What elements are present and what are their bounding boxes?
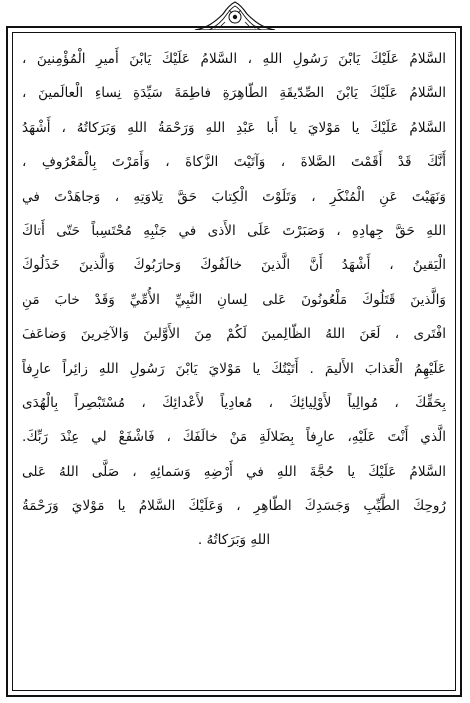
text-line: الْيَقينُ ، أَشْهَدُ أَنَّ الَّذينَ خالَفُوكَ وَحارَبُوكَ وَالَّذينَ خَذَلُوكَ [22, 257, 446, 274]
text-line: الَّذي أَنْتَ عَلَيْهِ، عارِفاً بِضَلالَةِ مَنْ خالَفَكَ ، فَاشْفَعْ لي عِنْدَ رَبِّكَ. [22, 429, 446, 446]
text-line: السَّلامُ عَلَيْكَ يا مَوْلايَ يا أَبا عَبْدِ اللهِ وَرَحْمَةُ اللهِ وَبَرَكاتُهُ ، أَشْهَدُ [22, 119, 446, 136]
text-line: أَنَّكَ قَدْ أَقَمْتَ الصَّلاةَ ، وَآتَيْتَ الزَّكاةَ ، وَأَمَرْتَ بِالْمَعْرُوفِ ، [22, 154, 446, 171]
text-line: رُوحِكَ الطَّيِّبِ وَجَسَدِكَ الطّاهِرِ ، وَعَلَيْكَ السَّلامُ يا مَوْلايَ وَرَحْمَةُ [22, 498, 446, 515]
text-line: بِحَقِّكَ ، مُوالِياً لأَوْلِيائِكَ ، مُعادِياً لأَعْدائِكَ ، مُسْتَبْصِراً بِالْهُدَى [22, 394, 446, 411]
text-line: عَلَيْهِمُ الْعَذابَ الأَليمَ . أَتَيْتُكَ يا مَوْلايَ يَابْنَ رَسُولِ اللهِ زائِراً عارِفاً [22, 360, 446, 377]
prayer-text [22, 42, 446, 687]
text-line: السَّلامُ عَلَيْكَ يَابْنَ رَسُولِ اللهِ ، السَّلامُ عَلَيْكَ يَابْنَ أَميرِ الْمُؤْمِنينَ ، [22, 51, 446, 67]
text-line: السَّلامُ عَلَيْكَ يَابْنَ الصِّدّيقَةِ الطّاهِرَةِ فاطِمَةَ سَيِّدَةِ نِساءِ الْعالَمينَ ، [22, 85, 446, 102]
text-line: افْتَرى ، لَعَنَ اللهُ الظّالِمينَ لَكُمْ مِنَ الأَوَّلينَ وَالآخِرينَ وَضاعَفَ [22, 326, 446, 343]
text-line: وَنَهَيْتَ عَنِ الْمُنْكَرِ ، وَتَلَوْتَ الْكِتابَ حَقَّ تِلاوَتِهِ ، وَجاهَدْتَ في [22, 188, 446, 205]
text-line-final: اللهِ وَبَرَكاتُهُ . [197, 532, 271, 549]
text-line: السَّلامُ عَلَيْكَ يا حُجَّةَ اللهِ في أَرْضِهِ وَسَمائِهِ ، صَلَّى اللهُ عَلى [22, 463, 446, 480]
text-line: وَالَّذينَ قَتَلُوكَ مَلْعُونُونَ عَلى لِسانِ النَّبِيِّ الأُمِّيِّ وَقَدْ خابَ مَنِ [22, 291, 446, 308]
text-line: اللهِ حَقَّ جِهادِهِ ، وَصَبَرْتَ عَلَى الأَذى في جَنْبِهِ مُحْتَسِباً حَتّى أَتاكَ [22, 222, 446, 239]
